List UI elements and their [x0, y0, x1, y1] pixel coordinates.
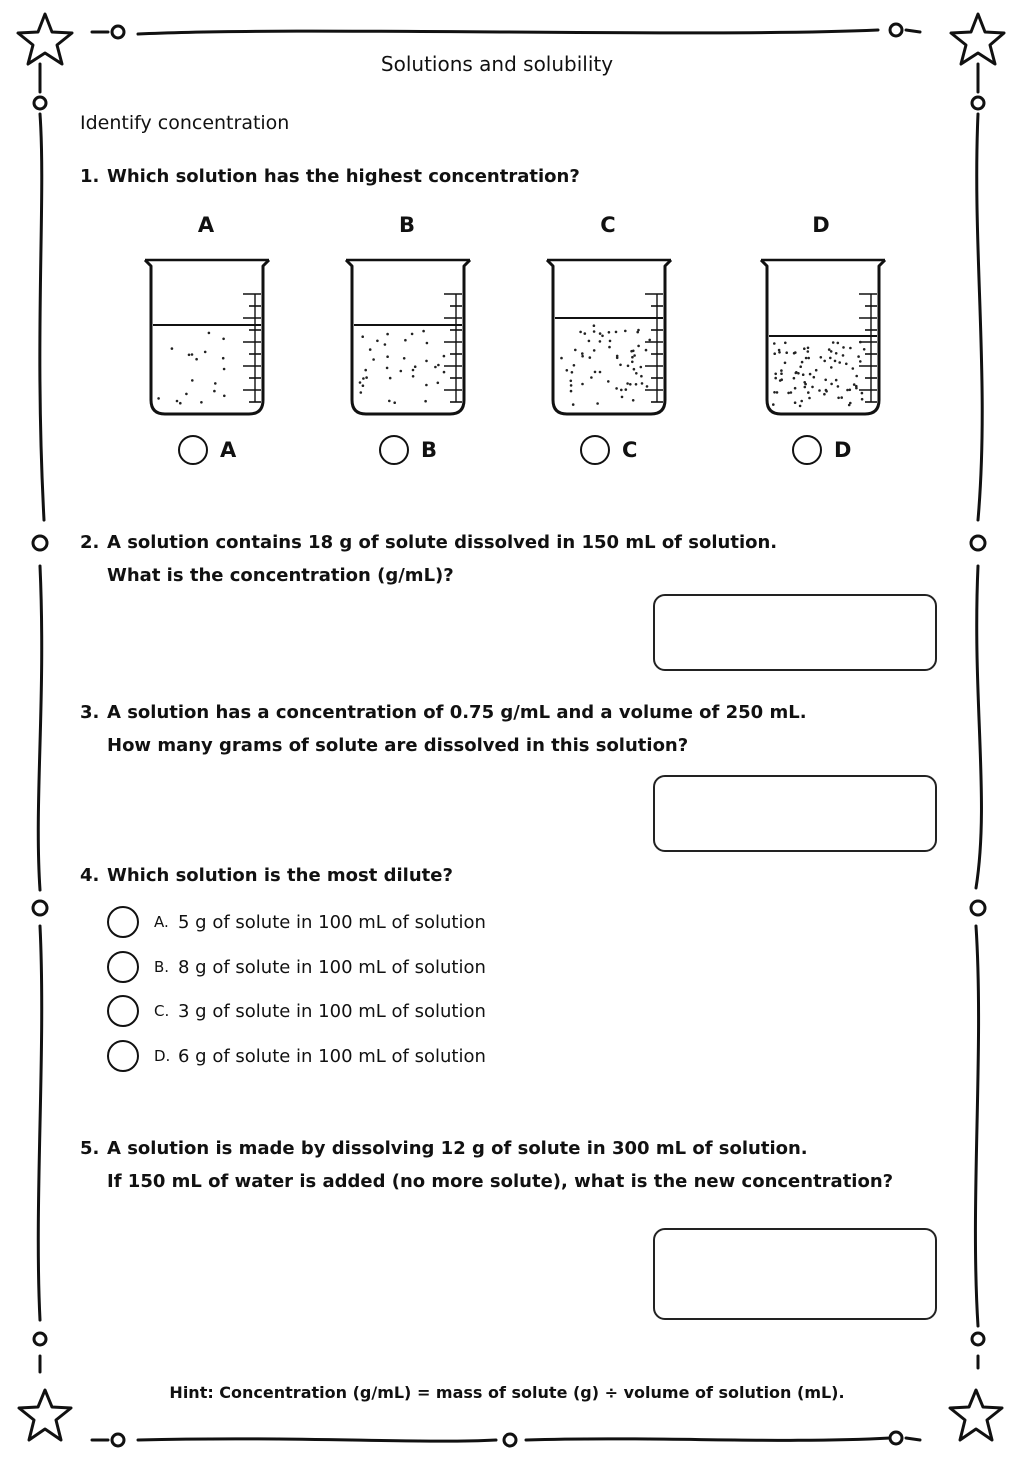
question-3-line2: How many grams of solute are dissolved in this solution?	[107, 735, 689, 756]
question-2-line2: What is the concentration (g/mL)?	[107, 565, 454, 586]
option-d[interactable]	[792, 435, 851, 465]
choice-d-letter: D.	[154, 1047, 171, 1065]
beaker-a-icon	[143, 256, 271, 416]
choice-a-text: 5 g of solute in 100 mL of solution	[178, 911, 486, 933]
beaker-d-icon	[759, 256, 887, 416]
choice-a-letter: A.	[154, 913, 169, 931]
question-5-line1: A solution is made by dissolving 12 g of solute in 300 mL of solution.	[107, 1138, 808, 1159]
question-3	[80, 702, 807, 723]
question-4-number: 4.	[80, 865, 100, 886]
answer-box-q2[interactable]	[653, 594, 937, 671]
choice-c[interactable]	[107, 994, 486, 1028]
question-5-line2: If 150 mL of water is added (no more solute), what is the new concentration?	[107, 1171, 894, 1192]
option-c[interactable]	[580, 435, 637, 465]
beaker-c-icon	[545, 256, 673, 416]
option-d-label: D	[834, 438, 852, 462]
option-d-radio[interactable]	[792, 435, 822, 465]
option-a-radio[interactable]	[178, 435, 208, 465]
choice-a[interactable]	[107, 905, 486, 939]
choice-d-radio[interactable]	[107, 1040, 139, 1072]
question-4-text: Which solution is the most dilute?	[107, 865, 453, 886]
choice-b-text: 8 g of solute in 100 mL of solution	[178, 956, 486, 978]
question-4	[80, 865, 453, 886]
choice-b-letter: B.	[154, 958, 170, 976]
question-3-line1: A solution has a concentration of 0.75 g/mL and a volume of 250 mL.	[107, 702, 807, 723]
page-title: Solutions and solubility	[380, 52, 614, 76]
question-5	[80, 1138, 808, 1159]
beaker-b-label: B	[398, 213, 415, 237]
choice-c-text: 3 g of solute in 100 mL of solution	[178, 1000, 486, 1022]
question-3-number: 3.	[80, 702, 100, 723]
option-a-label: A	[220, 438, 237, 462]
choice-b-radio[interactable]	[107, 951, 139, 983]
choice-c-radio[interactable]	[107, 995, 139, 1027]
answer-box-q5[interactable]	[653, 1228, 937, 1320]
question-2-line1: A solution contains 18 g of solute dissolved in 150 mL of solution.	[107, 532, 778, 553]
question-5-number: 5.	[80, 1138, 100, 1159]
option-b-label: B	[421, 438, 438, 462]
answer-box-q3[interactable]	[653, 775, 937, 852]
section-heading: Identify concentration	[80, 112, 290, 134]
choice-c-letter: C.	[154, 1002, 170, 1020]
question-2	[80, 532, 777, 553]
question-1	[80, 166, 580, 187]
beaker-b-icon	[344, 256, 472, 416]
choice-b[interactable]	[107, 950, 486, 984]
choice-a-radio[interactable]	[107, 906, 139, 938]
option-c-radio[interactable]	[580, 435, 610, 465]
beaker-c-label: C	[600, 213, 616, 237]
question-1-text: Which solution has the highest concentration?	[107, 166, 580, 187]
option-a[interactable]	[178, 435, 236, 465]
option-b-radio[interactable]	[379, 435, 409, 465]
beaker-a-label: A	[197, 213, 215, 237]
option-c-label: C	[622, 438, 638, 462]
beaker-d-label: D	[812, 213, 830, 237]
question-1-number: 1.	[80, 166, 100, 187]
hint-text: Hint: Concentration (g/mL) = mass of solute (g) ÷ volume of solution (mL).	[169, 1383, 845, 1402]
option-b[interactable]	[379, 435, 437, 465]
choice-d-text: 6 g of solute in 100 mL of solution	[178, 1045, 486, 1067]
choice-d[interactable]	[107, 1039, 486, 1073]
question-2-number: 2.	[80, 532, 100, 553]
